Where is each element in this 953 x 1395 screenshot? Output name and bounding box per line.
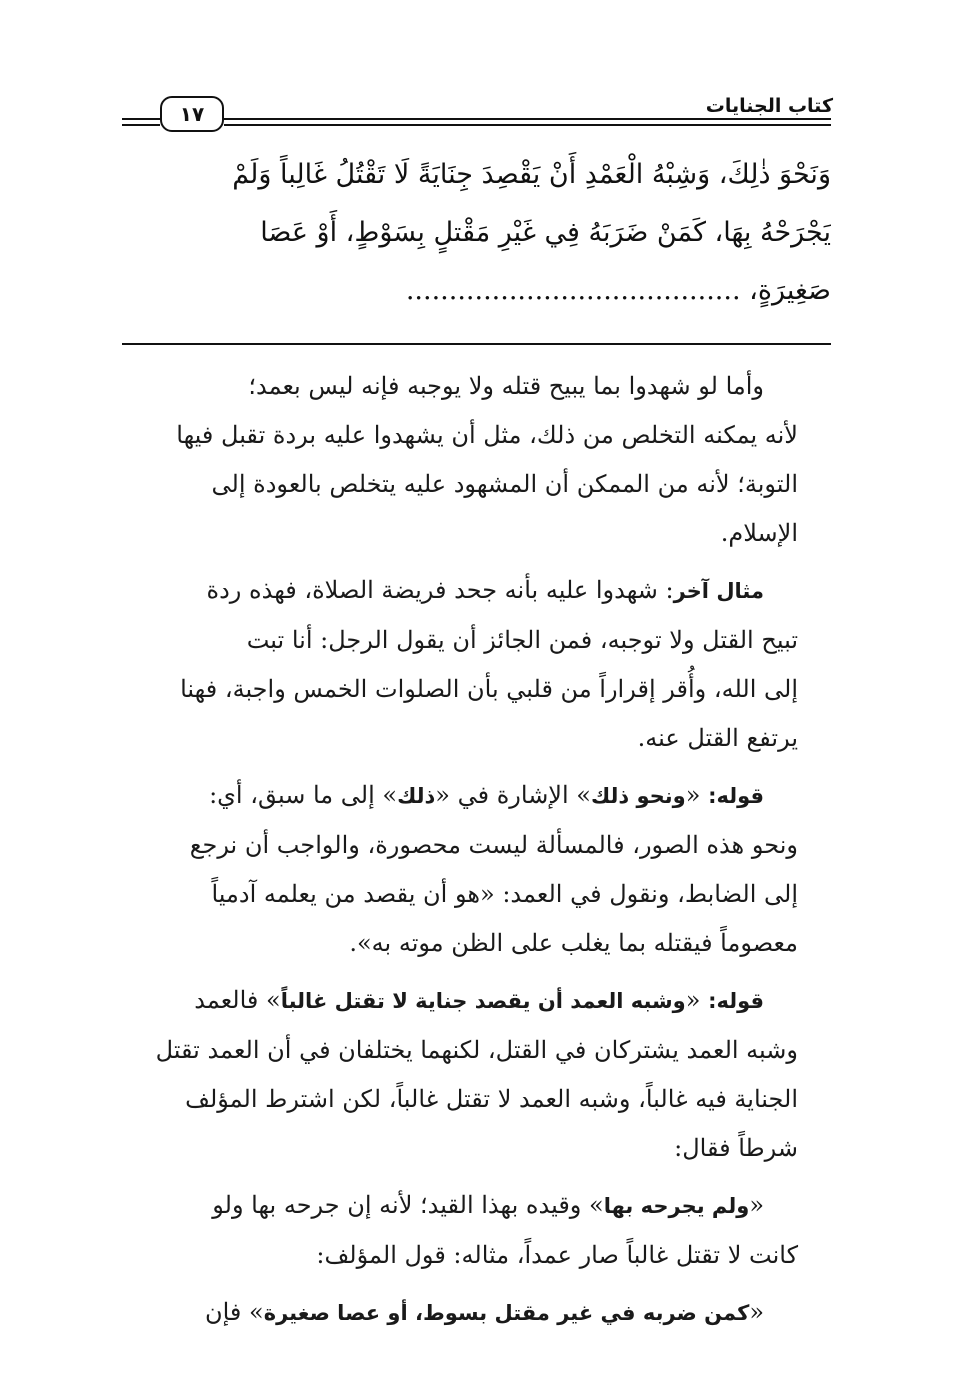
quoted-matn: ولم يجرحه بها <box>603 1194 750 1218</box>
text-run: » فإن <box>204 1298 264 1326</box>
sharh-text <box>122 362 828 1346</box>
matn-sharh-divider <box>122 343 831 345</box>
paragraph <box>122 771 828 968</box>
text-line: تبيح القتل ولا توجبه، فمن الجائز أن يقول الرجل: أنا تبت <box>246 626 798 654</box>
text-line: إلى الضابط، ونقول في العمد: «هو أن يقصد من يعلمه آدمياً <box>211 880 798 908</box>
text-line: التوبة؛ لأنه من الممكن أن المشهود عليه يتخلص بالعودة إلى <box>211 470 798 498</box>
qawluhu-label: قوله: <box>708 989 764 1013</box>
text-run: » الإشارة في « <box>435 781 591 809</box>
quoted-matn: ونحو ذلك <box>590 784 686 808</box>
quoted-matn: كمن ضربه في غير مقتل بسوط، أو عصا صغيرة <box>263 1301 750 1325</box>
paragraph <box>122 1288 828 1338</box>
text-run: » فالعمد <box>194 986 281 1014</box>
header-rule-right <box>224 118 831 120</box>
text-line <box>122 566 828 616</box>
page-number: ١٧ <box>160 96 224 132</box>
text-line: «ولم يجرحه بها» وقيده بهذا القيد؛ لأنه إن جرحه بها ولو <box>212 1191 764 1219</box>
text-line: معصوماً فيقتله بما يغلب على الظن موته به». <box>349 929 798 957</box>
running-head-title: كتاب الجنايات <box>705 95 833 117</box>
matn-text <box>122 146 831 320</box>
text-line: «كمن ضربه في غير مقتل بسوط، أو عصا صغيرة» فإن <box>204 1298 764 1326</box>
text-line: وشبه العمد يشتركان في القتل، لكنهما يختلفان في أن العمد تقتل <box>155 1036 798 1064</box>
header-rule-left <box>122 118 160 120</box>
text-line: كانت لا تقتل غالباً صار عمداً، مثاله: قول المؤلف: <box>316 1241 798 1269</box>
text-line: إلى الله، وأُقر إقراراً من قلبي بأن الصلوات الخمس واجبة، فهنا <box>180 675 798 703</box>
text-run: » إلى ما سبق، أي: <box>209 781 398 809</box>
qawluhu-label: قوله: <box>708 784 764 808</box>
text-run: » وقيده بهذا القيد؛ لأنه إن جرحه بها ولو <box>212 1191 604 1219</box>
text-line: وأما لو شهدوا بما يبيح قتله ولا يوجبه فإنه ليس بعمد؛ <box>248 372 764 400</box>
header-rule-left-2 <box>122 124 160 126</box>
matn-line: صَغِيرَةٍ، ....................................... <box>405 275 831 306</box>
text-line: شرطاً فقال: <box>674 1134 798 1162</box>
bold-term: مثال آخر <box>673 579 764 603</box>
matn-line: وَنَحْوَ ذٰلِكَ، وَشِبْهُ الْعَمْدِ أَنْ يَقْصِدَ جِنَايَةً لَا تَقْتُلُ غَالِباً وَلَمْ <box>232 159 831 190</box>
quoted-matn: وشبه العمد أن يقصد جناية لا تقتل غالباً <box>280 989 686 1013</box>
text-line: قوله: «وشبه العمد أن يقصد جناية لا تقتل غالباً» فالعمد <box>194 986 764 1014</box>
text-line: قوله: «ونحو ذلك» الإشارة في «ذلك» إلى ما سبق، أي: <box>209 781 764 809</box>
matn-line: يَجْرَحْهُ بِهَا، كَمَنْ ضَرَبَهُ فِي غَيْرِ مَقْتلٍ بِسَوْطٍ، أَوْ عَصَا <box>260 217 831 248</box>
paragraph <box>122 362 828 558</box>
paragraph <box>122 566 828 763</box>
text-line: الإسلام. <box>720 519 798 547</box>
quoted-matn: ذلك <box>397 784 436 808</box>
text-line: ونحو هذه الصور، فالمسألة ليست محصورة، والواجب أن نرجع <box>189 831 798 859</box>
text-line: الجناية فيه غالباً، وشبه العمد لا تقتل غالباً، لكن اشترط المؤلف <box>185 1085 798 1113</box>
paragraph <box>122 976 828 1173</box>
text-line: يرتفع القتل عنه. <box>637 724 798 752</box>
paragraph <box>122 1181 828 1280</box>
header-rule-right-2 <box>224 124 831 126</box>
text-run: : شهدوا عليه بأنه جحد فريضة الصلاة، فهذه ردة <box>206 576 674 604</box>
text-line: لأنه يمكنه التخلص من ذلك، مثل أن يشهدوا عليه بردة تقبل فيها <box>176 421 798 449</box>
